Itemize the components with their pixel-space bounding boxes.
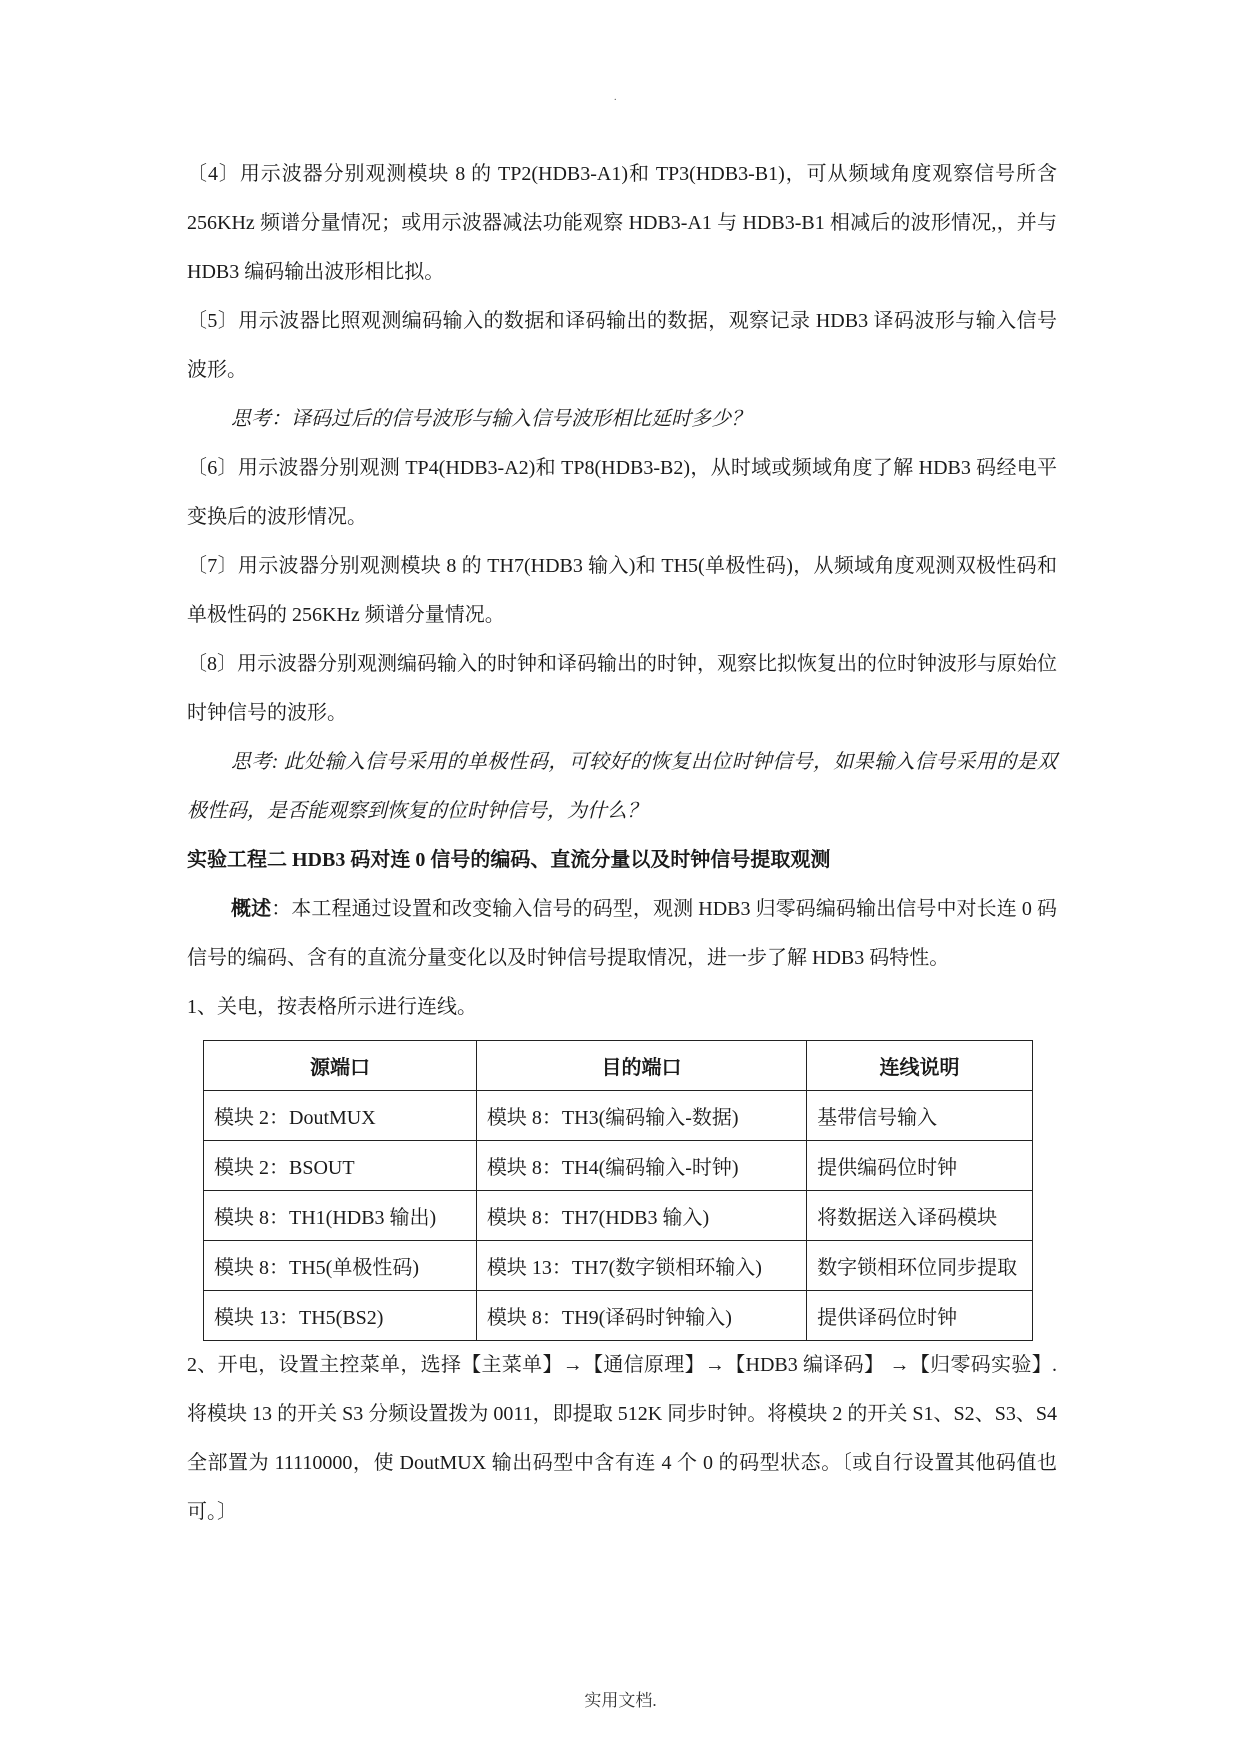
overview-paragraph bbox=[187, 885, 1057, 983]
step-8-paragraph: 〔8〕用示波器分别观测编码输入的时钟和译码输出的时钟，观察比拟恢复出的位时钟波形与原始位时钟信号的波形。 bbox=[187, 653, 1057, 724]
cell-destination: 模块 8：TH7(HDB3 输入) bbox=[476, 1191, 806, 1241]
cell-source: 模块 8：TH5(单极性码) bbox=[204, 1241, 477, 1291]
thinking-question-1: 思考：译码过后的信号波形与输入信号波形相比延时多少？ bbox=[231, 408, 751, 430]
cell-note: 提供译码位时钟 bbox=[807, 1291, 1033, 1341]
cell-source: 模块 2：DoutMUX bbox=[204, 1091, 477, 1141]
cell-source: 模块 8：TH1(HDB3 输出) bbox=[204, 1191, 477, 1241]
section-heading: 实验工程二 HDB3 码对连 0 信号的编码、直流分量以及时钟信号提取观测 bbox=[187, 849, 831, 871]
cell-source: 模块 2：BSOUT bbox=[204, 1141, 477, 1191]
cell-destination: 模块 13：TH7(数字锁相环输入) bbox=[476, 1241, 806, 1291]
cell-destination: 模块 8：TH4(编码输入-时钟) bbox=[476, 1141, 806, 1191]
table-header-row bbox=[204, 1041, 1033, 1091]
cell-note: 基带信号输入 bbox=[807, 1091, 1033, 1141]
table-row bbox=[204, 1241, 1033, 1291]
table-row bbox=[204, 1291, 1033, 1341]
cell-note: 数字锁相环位同步提取 bbox=[807, 1241, 1033, 1291]
cell-destination: 模块 8：TH9(译码时钟输入) bbox=[476, 1291, 806, 1341]
table-row bbox=[204, 1191, 1033, 1241]
connection-table bbox=[203, 1040, 1033, 1341]
document-body bbox=[187, 150, 1057, 1537]
cell-note: 将数据送入译码模块 bbox=[807, 1191, 1033, 1241]
header-destination-port: 目的端口 bbox=[476, 1041, 806, 1091]
cell-source: 模块 13：TH5(BS2) bbox=[204, 1291, 477, 1341]
step-2-instruction: 2、开电，设置主控菜单，选择【主菜单】→【通信原理】→【HDB3 编译码】 →【归零码实验】.将模块 13 的开关 S3 分频设置拨为 0011，即提取 512K 同步时钟。将模块 2 的开关 S1、S2、S3、S4 全部置为 11110000，使 DoutMUX 输出码型中含有连 4 个 0 的码型状态。〔或自行设置其他码值也可。〕 bbox=[187, 1354, 1057, 1523]
step-5-paragraph: 〔5〕用示波器比照观测编码输入的数据和译码输出的数据，观察记录 HDB3 译码波形与输入信号波形。 bbox=[187, 310, 1057, 381]
overview-label: 概述 bbox=[231, 898, 272, 920]
header-connection-note: 连线说明 bbox=[807, 1041, 1033, 1091]
thinking-question-2: 思考: 此处输入信号采用的单极性码，可较好的恢复出位时钟信号，如果输入信号采用的是双极性码，是否能观察到恢复的位时钟信号，为什么？ bbox=[187, 751, 1057, 822]
overview-text: ：本工程通过设置和改变输入信号的码型，观测 HDB3 归零码编码输出信号中对长连 0 码信号的编码、含有的直流分量变化以及时钟信号提取情况，进一步了解 HDB3 码特性。 bbox=[187, 898, 1058, 969]
cell-note: 提供编码位时钟 bbox=[807, 1141, 1033, 1191]
header-source-port: 源端口 bbox=[204, 1041, 477, 1091]
header-mark: . bbox=[614, 92, 617, 103]
step-4-paragraph: 〔4〕用示波器分别观测模块 8 的 TP2(HDB3-A1)和 TP3(HDB3-B1)，可从频域角度观察信号所含 256KHz 频谱分量情况；或用示波器减法功能观察 HDB3-A1 与 HDB3-B1 相减后的波形情况,，并与 HDB3 编码输出波形相比拟。 bbox=[187, 163, 1057, 283]
cell-destination: 模块 8：TH3(编码输入-数据) bbox=[476, 1091, 806, 1141]
page-footer: 实用文档. bbox=[584, 1691, 657, 1710]
table-row bbox=[204, 1141, 1033, 1191]
step-1-instruction: 1、关电，按表格所示进行连线。 bbox=[187, 996, 477, 1018]
step-6-paragraph: 〔6〕用示波器分别观测 TP4(HDB3-A2)和 TP8(HDB3-B2)，从时域或频域角度了解 HDB3 码经电平变换后的波形情况。 bbox=[187, 457, 1057, 528]
step-7-paragraph: 〔7〕用示波器分别观测模块 8 的 TH7(HDB3 输入)和 TH5(单极性码)，从频域角度观测双极性码和单极性码的 256KHz 频谱分量情况。 bbox=[187, 555, 1057, 626]
table-row bbox=[204, 1091, 1033, 1141]
